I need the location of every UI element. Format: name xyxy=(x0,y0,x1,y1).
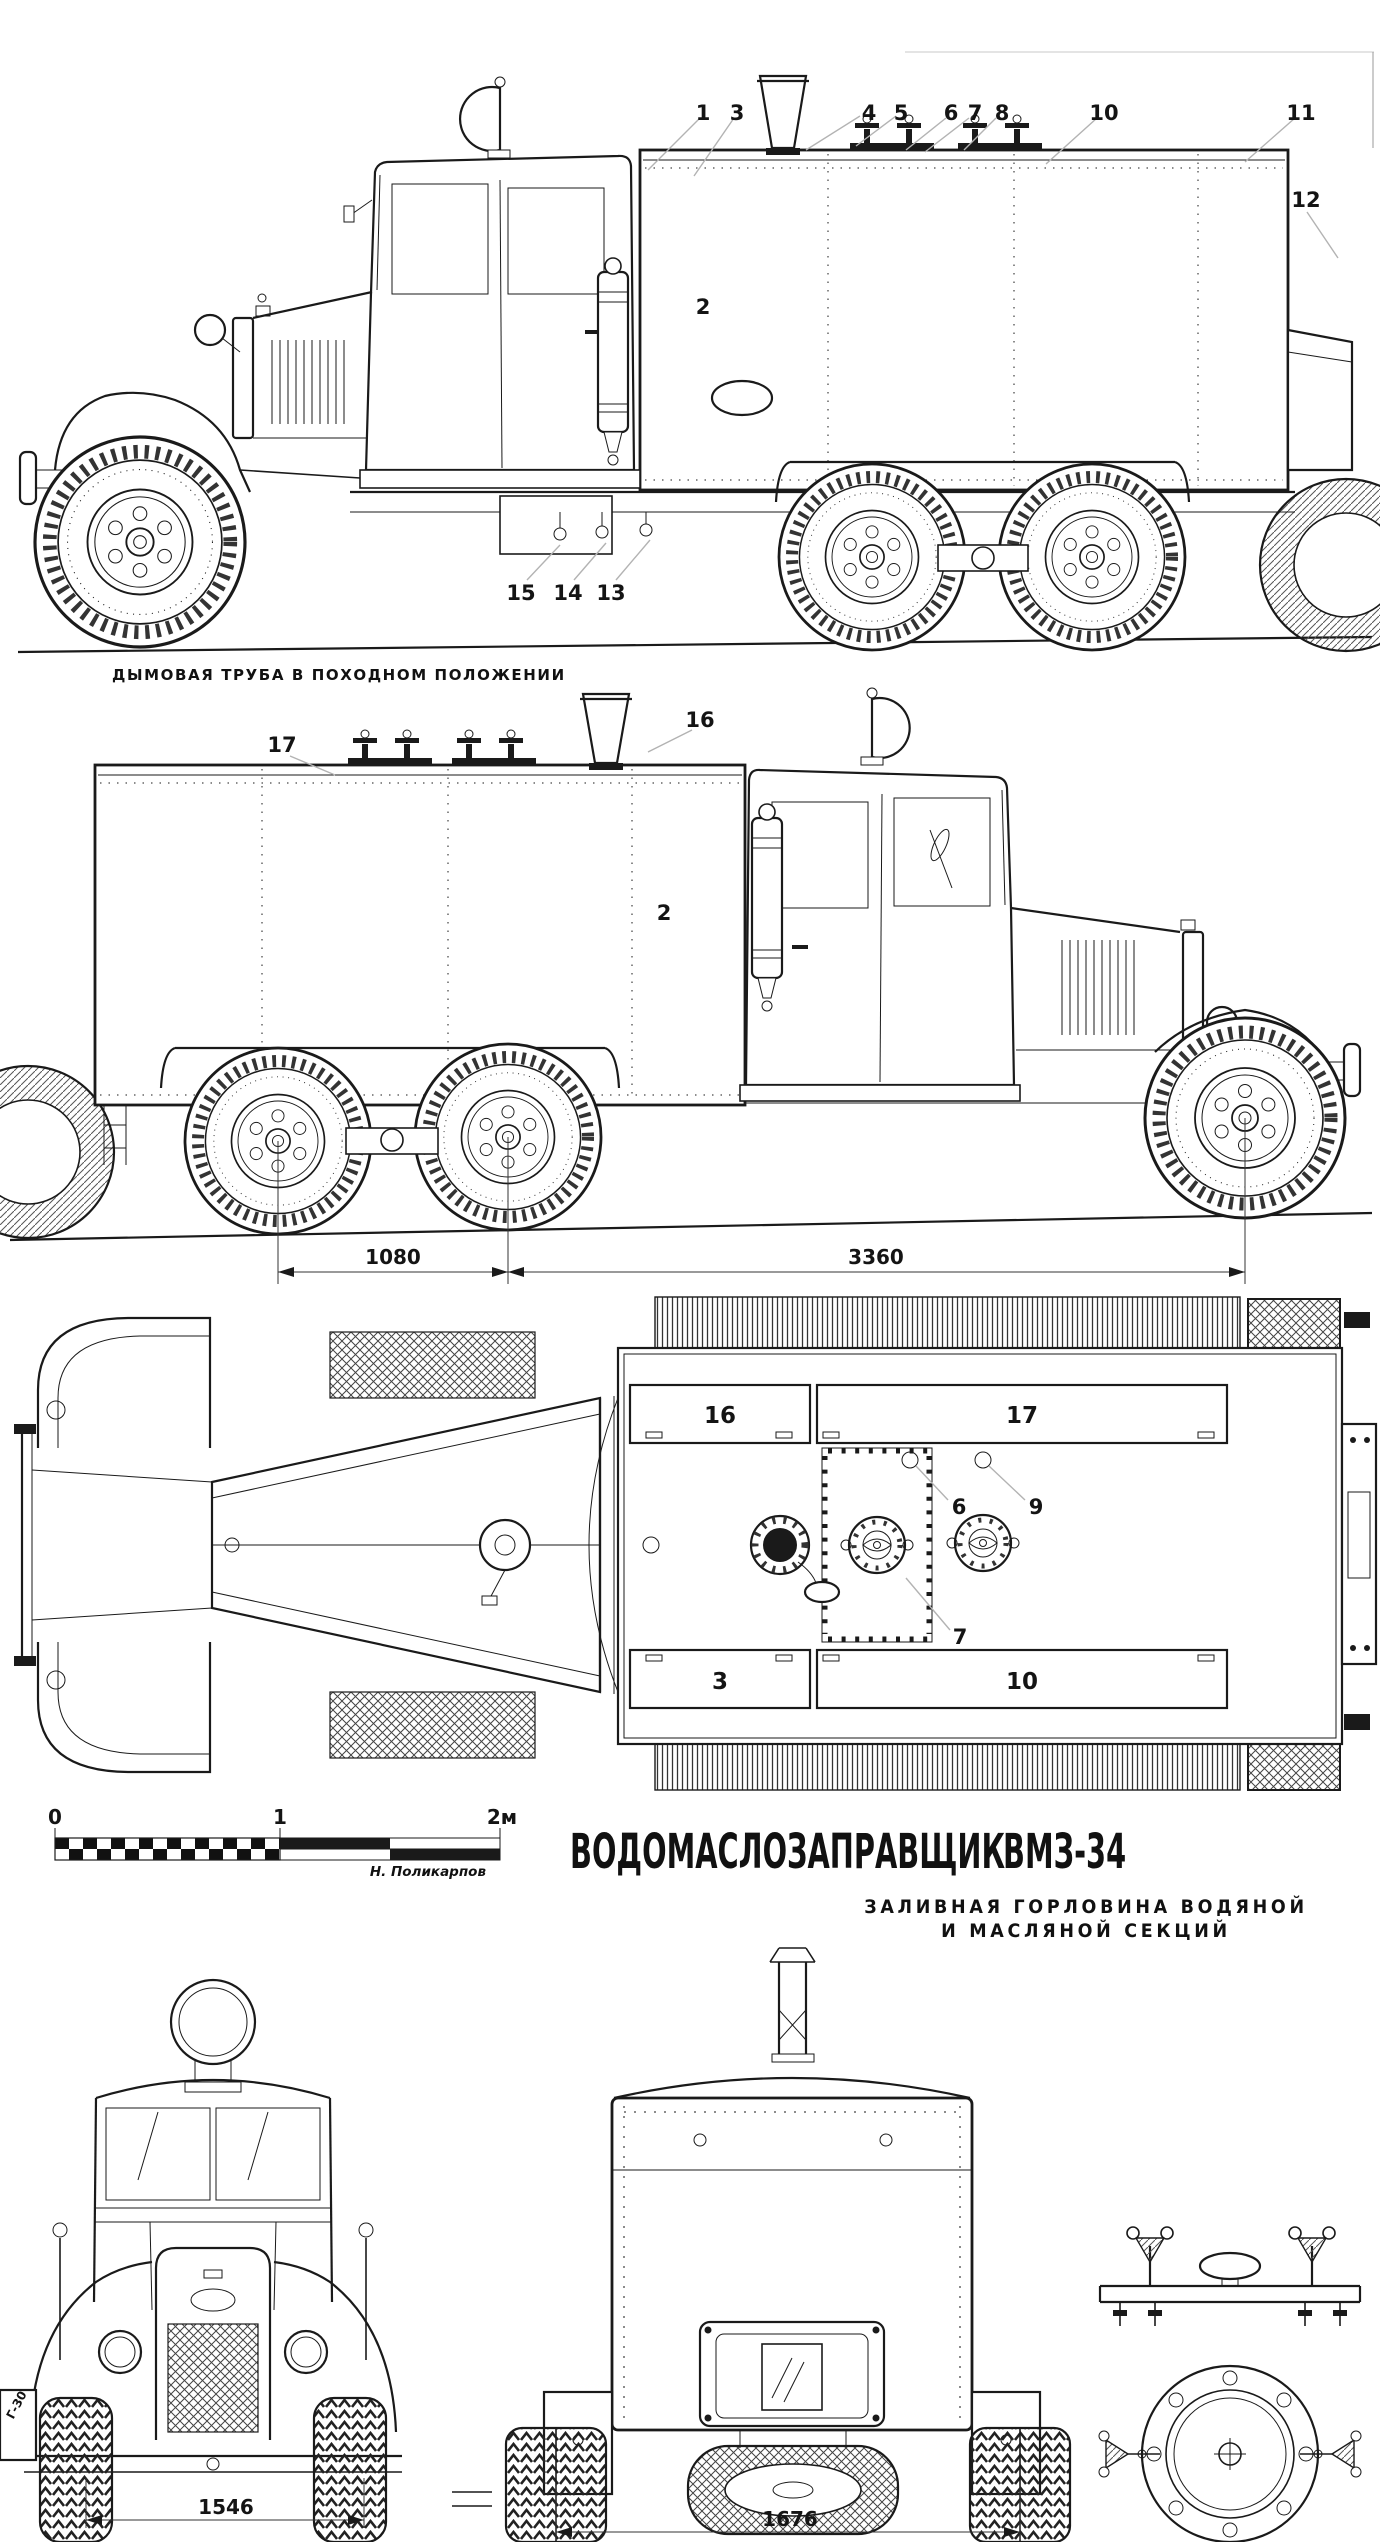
rear-radiator-bottom xyxy=(1248,1742,1340,1790)
subtitle-line-1: ЗАЛИВНАЯ ГОРЛОВИНА ВОДЯНОЙ xyxy=(864,1896,1308,1918)
front-bumper xyxy=(20,452,36,504)
side-view-left-drawing xyxy=(0,688,1372,1284)
spare-wheel xyxy=(1260,479,1380,651)
callout-4: 4 xyxy=(861,101,877,125)
windshield-right xyxy=(216,2108,320,2200)
tank-body-side xyxy=(640,150,1352,490)
rear-overhang xyxy=(1342,1424,1376,1664)
callout-2: 2 xyxy=(695,295,711,319)
scale-tick-1: 1 xyxy=(273,1805,287,1829)
callout-5: 5 xyxy=(893,101,909,125)
bogie-wheel-1 xyxy=(779,464,965,650)
rear-radiator-top xyxy=(1248,1299,1340,1348)
callout-7: 7 xyxy=(967,101,983,125)
smoke-pipe-caption: ДЫМОВАЯ ТРУБА В ПОХОДНОМ ПОЛОЖЕНИИ xyxy=(112,666,566,684)
wing-bolt-right xyxy=(1289,2227,1335,2286)
callout-15: 15 xyxy=(506,581,536,605)
plan-box-10-label: 10 xyxy=(1005,1669,1039,1695)
plan-box-3-label: 3 xyxy=(711,1669,729,1695)
stack-rear xyxy=(770,1948,815,2062)
scale-bar xyxy=(48,1805,517,1860)
hood-side xyxy=(195,292,372,438)
plan-callout-9: 9 xyxy=(1028,1495,1044,1519)
drawing-model: ВМЗ-34 xyxy=(1003,1824,1127,1880)
front-wheel xyxy=(35,437,245,647)
cab-side xyxy=(344,156,640,488)
plan-callout-7: 7 xyxy=(952,1625,968,1649)
scale-tick-0: 0 xyxy=(48,1805,62,1829)
corner-note: Г-30 xyxy=(3,2388,30,2422)
callout-17: 17 xyxy=(267,733,297,757)
headlight xyxy=(195,315,225,345)
rear-equipment-box xyxy=(1288,330,1352,470)
ground-line xyxy=(10,1213,1372,1240)
callout-6: 6 xyxy=(943,101,959,125)
dim-wheelbase: 3360 xyxy=(848,1245,904,1269)
callout-16: 16 xyxy=(685,708,715,732)
callout-10: 10 xyxy=(1089,101,1119,125)
front-view-drawing xyxy=(0,1980,492,2542)
handle-oval xyxy=(1200,2253,1260,2279)
subtitle-line-2: И МАСЛЯНОЙ СЕКЦИЙ xyxy=(941,1920,1231,1942)
plan-box-16-label: 16 xyxy=(703,1403,737,1429)
author-signature: Н. Поликарпов xyxy=(369,1864,486,1880)
plan-callout-6: 6 xyxy=(951,1495,967,1519)
callout-13: 13 xyxy=(596,581,626,605)
searchlight-plan xyxy=(480,1520,530,1570)
dim-track: 1546 xyxy=(198,2495,254,2519)
corrugated-board-top xyxy=(655,1297,1240,1348)
smoke-pipe xyxy=(580,694,632,770)
filler-fittings xyxy=(348,730,536,766)
side-view-right-drawing xyxy=(18,52,1380,652)
callout-2: 2 xyxy=(656,901,672,925)
searchlight-side xyxy=(460,77,510,158)
scale-tick-2: 2м xyxy=(486,1805,518,1829)
callout-12: 12 xyxy=(1291,188,1321,212)
callout-3: 3 xyxy=(729,101,745,125)
front-bumper xyxy=(1344,1044,1360,1096)
callout-8: 8 xyxy=(994,101,1010,125)
dim-width: 1676 xyxy=(762,2507,818,2531)
callout-14: 14 xyxy=(553,581,583,605)
tank-roof xyxy=(614,2078,970,2098)
plan-front-end xyxy=(14,1318,618,1772)
mesh-board-top xyxy=(330,1332,535,1398)
wing-bolt-left xyxy=(1127,2227,1173,2286)
filler-neck-side-detail xyxy=(1100,2227,1360,2326)
drawing-title: ВОДОМАСЛОЗАПРАВЩИК xyxy=(570,1824,1006,1880)
callout-11: 11 xyxy=(1286,101,1316,125)
filler-neck-top-detail xyxy=(1099,2366,1361,2542)
ground-line xyxy=(18,637,1372,652)
rear-view-drawing xyxy=(506,1948,1070,2542)
plan-view-drawing xyxy=(14,1297,1376,1790)
callout-1: 1 xyxy=(695,101,711,125)
rear-hatch xyxy=(700,2322,884,2426)
searchlight-side xyxy=(861,688,910,765)
dim-bogie: 1080 xyxy=(365,1245,421,1269)
corrugated-board-bottom xyxy=(655,1742,1240,1790)
searchlight-front xyxy=(171,1980,255,2092)
windshield-left xyxy=(106,2108,210,2200)
smoke-pipe xyxy=(757,76,809,155)
radiator-front xyxy=(156,2248,270,2440)
mesh-board-bottom xyxy=(330,1692,535,1758)
plan-box-17-label: 17 xyxy=(1005,1403,1039,1429)
